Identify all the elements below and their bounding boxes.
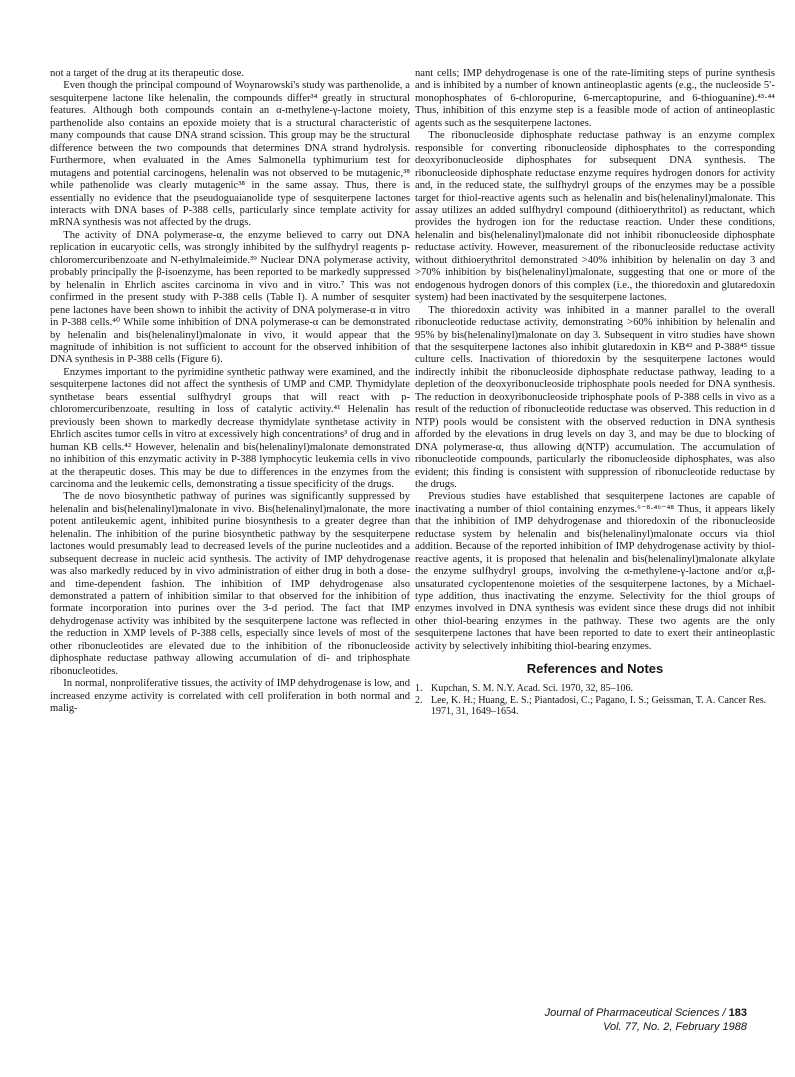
page-number: 183: [728, 1007, 747, 1019]
right-column: [415, 68, 775, 718]
journal-name: Journal of Pharmaceutical Sciences /: [544, 1007, 729, 1019]
paragraph: nant cells; IMP dehydrogenase is one of the rate-limiting steps of purine synthesis and is inhibited by a number of known antineoplastic agents (e.g., the nucleoside 5′-monophosphates of 6-chloropurine, 6-mercaptopurine, and 6-thioguanine).⁴³·⁴⁴ Thus, inhibition of this enzyme step is a feasible mode of action of antineoplastic agents such as the sesquiterpene lactones.: [415, 68, 775, 129]
page-footer: [545, 1007, 747, 1034]
paragraph: The thioredoxin activity was inhibited in a manner parallel to the overall ribonucleotide reductase activity, demonstrating >60% inhibition by helenalin and 95% by bis(helenalinyl)malonate on day 3. Subsequent in vitro studies have shown that the sesquiterpene lactones also inhibit glutaredoxin in KB⁴² and P-388⁴⁵ tissue culture cells. Inactivation of thioredoxin by the sesquiterpene lactones would indirectly inhibit the ribonucleoside diphosphate reductase pathway, leading to a depletion of the deoxyribonucleoside triphosphate pools needed for DNA synthesis. The reduction in deoxyribonucleoside triphosphate pools of P-388 cells in vivo as a result of the reduction of ribonucleotide reductase was observed. This reduction in d NTP) pools would be consistent with the observed reduction in DNA synthesis afforded by the elevations in drug levels on day 3, and may be due to blocking of DNA polymerase-α, thus allowing d(NTP) accumulation. The accumulation of ribonucleotide compounds, particularly the ribonucleoside diphosphates, was also evident; this finding is consistent with suppression of ribonucleotide reductase by the drugs.: [415, 304, 775, 490]
references-heading: References and Notes: [526, 661, 664, 677]
paragraph: Previous studies have established that sesquiterpene lactones are capable of inactivating a number of thiol containing enzymes.⁶⁻⁸·⁴⁶⁻⁴⁸ Thus, it appears likely that the inhibition of IMP dehydrogenase and thioredoxin of the ribonucleoside reductase system by helenalin and bis(helenalinyl)malonate occurs via thiol addition. Because of the reported inhibition of IMP dehydrogenase activity by thiol-reactive agents, it is proposed that helenalin and bis(helenalinyl)malonate alkylate the enzyme sulfhydryl groups, involving the α-methylene-γ-lactone and/or α,β-unsaturated cyclopentenone moieties of the sesquiterpene lactones, by a Michael-type addition, thus inactivating the enzyme. Selectivity for the thiol groups of enzymes involved in DNA synthesis was evident since these drugs did not inhibit other thiol-bearing enzymes in the pathway. These two agents are the only sesquiterpene lactones that have been reported to date to exert their antineoplastic activity by selectively inhibiting thiol-bearing enzymes.: [415, 491, 775, 652]
paragraph: not a target of the drug at its therapeutic dose.: [50, 68, 244, 79]
paragraph: Even though the principal compound of Woynarowski's study was parthenolide, a sesquiterpene lactone like helenalin, the compounds differ³⁴ greatly in structural features. Although both compounds contain an α-methylene-γ-lactone moiety, parthenolide also contains an epoxide moiety that is a structural characteristic of many compounds that cause DNA strand scission. This group may be the structural difference between the two compounds that determines DNA strand hydrolysis. Furthermore, when evaluated in the Ames Salmonella typhimurium test for mutagens and potential carcinogens, helenalin was not observed to be mutagenic,³⁸ while pathenolide was clearly mutagenic³⁸ in the same assay. Thus, there is essentially no evidence that the pseudoguaianolide type of sesquiterpene lactones interacts with DNA bases of P-388 cells, particularly since template activity for mRNA synthesis was not affected by the drugs.: [50, 80, 410, 229]
journal-line: [545, 1007, 747, 1021]
reference-text: Lee, K. H.; Huang, E. S.; Piantadosi, C.; Pagano, I. S.; Geissman, T. A. Cancer Res. 1971, 31, 1649–1654.: [431, 694, 767, 718]
references-list: [415, 683, 775, 718]
reference-item: [415, 695, 775, 719]
reference-number: 2.: [415, 694, 423, 706]
issue-line: Vol. 77, No. 2, February 1988: [603, 1020, 747, 1033]
reference-text: Kupchan, S. M. N.Y. Acad. Sci. 1970, 32, 85–106.: [431, 682, 634, 694]
reference-number: 1.: [415, 682, 423, 694]
left-column: [50, 68, 410, 716]
paragraph: In normal, nonproliferative tissues, the activity of IMP dehydrogenase is low, and increased enzyme activity is correlated with cell proliferation in both normal and malig-: [50, 678, 410, 715]
paragraph: The activity of DNA polymerase-α, the enzyme believed to carry out DNA replication in eucaryotic cells, was strongly inhibited by the sulfhydryl reagents p-chloromercuribenzoate and N-ethylmaleimide.³⁹ Nuclear DNA polymerase activity, probably principally the β-isoenzyme, has been reported to be markedly suppressed by helenalin in Ehrlich ascites carcinoma in vivo and in vitro.⁷ This was not confirmed in the present study with P-388 cells (Table I). A number of sesquiter pene lactones have been shown to inhibit the activity of DNA polymerase-α in vitro in P-388 cells.⁴⁰ While some inhibition of DNA polymerase-α can be demonstrated by helenalin and bis(helenalinyl)malonate in vivo, it would appear that the magnitude of inhibition is not sufficient to account for the observed inhibition of DNA synthesis in P-388 cells (Figure 6).: [50, 229, 410, 366]
paragraph: The ribonucleoside diphosphate reductase pathway is an enzyme complex responsible for converting ribonucleoside diphosphates to the corresponding deoxyribonucleoside diphosphates for subsequent DNA synthesis. The ribonucleoside diphosphate reductase enzyme requires hydrogen donors for activity and, in the reduced state, the sulfhydryl groups of the enzymes may be a possible target for thiol-reactive agents such as helenalin and bis(helenalinyl)malonate. This assay utilizes an added sulfhydryl compound (dithioerythritol) as reductant, which provides the hydrogen ion for the reductase reaction. Under these conditions, helenalin and bis(helenalinyl)malonate did not inhibit ribonucleoside diphosphate reductase activity. However, measurement of the ribonucleoside reductase activity without dithioerythritol demonstrated >40% inhibition by helenalin on day 3 and >70% inhibition by bis(helenalinyl)malonate, suggesting that one or more of the endogenous hydrogen donors of this complex (i.e., the thioredoxin and glutaredoxin system) had been inactivated by the sesquiterpene lactones.: [415, 130, 775, 304]
reference-item: [415, 683, 775, 695]
paragraph: Enzymes important to the pyrimidine synthetic pathway were examined, and the sesquiterpene lactones did not affect the synthesis of UMP and CMP. Thymidylate synthetase bears essential sulfhydryl groups that will react with p-chloromercuribenzoate, resulting in loss of catalytic activity.⁴¹ Helenalin has previously been shown to markedly decrease thymidylate synthetase activity in Ehrlich ascites tumor cells in vitro at excessively high concentrations³ of drug and in human KB cells.⁴² However, helenalin and bis(helenalinyl)malonate demonstrated no inhibition of this enzymatic activity in P-388 lymphocytic leukemia cells in vivo at the therapeutic doses. This may be due to differences in the enzymes from the carcinoma and the leukemic cells, demonstrating a tissue specificity of the drugs.: [50, 366, 410, 490]
paragraph: The de novo biosynthetic pathway of purines was significantly suppressed by helenalin and bis(helenalinyl)malonate in vivo. Bis(helenalinyl)malonate, the more potent antileukemic agent, inhibited purine biosynthesis to a greater degree than helenalin. The inhibition of the purine biosynthetic pathway by the sesquiterpene lactones would presumably lead to decreased levels of the purine nucleotides and a subsequent decrease in nucleic acid synthesis. The activity of IMP dehydrogenase was also markedly reduced by in vivo administration of either drug in both a dose- and time-dependent fashion. The inhibition of IMP dehydrogenase also demonstrated a pattern of inhibition similar to that observed for the inhibition of formate incorporation into purines over the 3-d period. The fact that IMP dehydrogenase activity was inhibited by the sesquiterpene lactone was reflected in the reduction in XMP levels of P-388 cells, especially since levels of most of the other ribonucleotides are elevated due to the inhibition of the ribonucleoside diphosphate reductase pathway allowing accumulation of di- and triphosphate ribonucleotides.: [50, 491, 410, 677]
